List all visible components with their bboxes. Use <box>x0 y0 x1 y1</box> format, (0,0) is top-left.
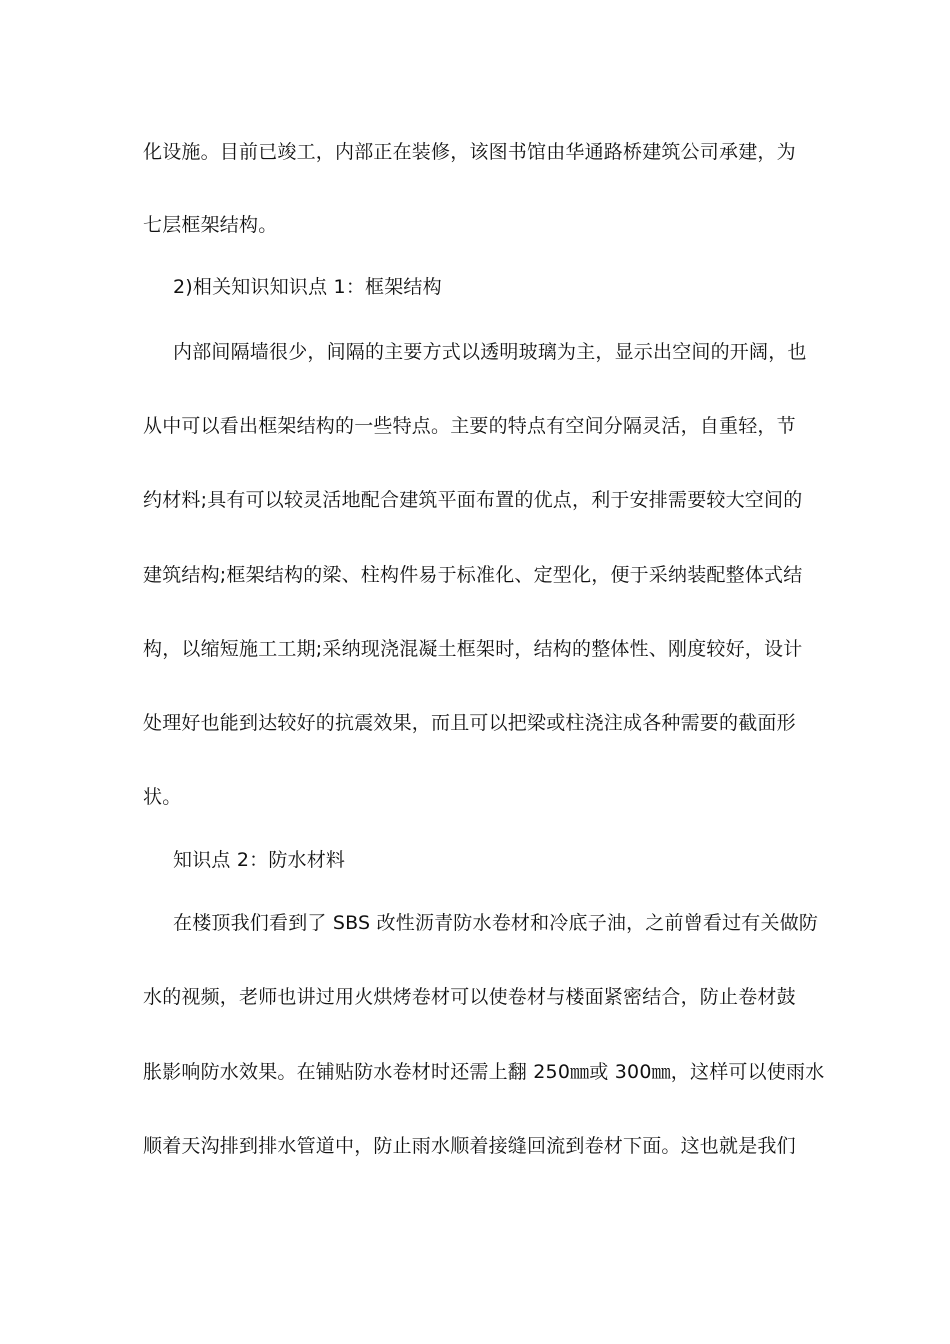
section-heading: 2)相关知识知识点 1：框架结构 <box>173 276 442 298</box>
section-heading: 知识点 2：防水材料 <box>173 849 346 871</box>
text-line: 约材料;具有可以较灵活地配合建筑平面布置的优点，利于安排需要较大空间的 <box>143 489 803 511</box>
text-line: 顺着天沟排到排水管道中，防止雨水顺着接缝回流到卷材下面。这也就是我们 <box>143 1135 796 1157</box>
text-line: 状。 <box>143 786 182 808</box>
text-line: 七层框架结构。 <box>143 214 278 236</box>
text-line: 胀影响防水效果。在铺贴防水卷材时还需上翻 250㎜或 300㎜，这样可以使雨水 <box>143 1061 825 1083</box>
text-line: 构，以缩短施工工期;采纳现浇混凝土框架时，结构的整体性、刚度较好，设计 <box>143 638 803 660</box>
text-line: 水的视频，老师也讲过用火烘烤卷材可以使卷材与楼面紧密结合，防止卷材鼓 <box>143 986 796 1008</box>
text-line: 建筑结构;框架结构的梁、柱构件易于标准化、定型化，便于采纳装配整体式结 <box>143 564 803 586</box>
text-line: 化设施。目前已竣工，内部正在装修，该图书馆由华通路桥建筑公司承建，为 <box>143 141 796 163</box>
text-line: 处理好也能到达较好的抗震效果，而且可以把梁或柱浇注成各种需要的截面形 <box>143 712 796 734</box>
text-line: 内部间隔墙很少，间隔的主要方式以透明玻璃为主，显示出空间的开阔，也 <box>173 341 807 363</box>
text-line: 在楼顶我们看到了 SBS 改性沥青防水卷材和冷底子油，之前曾看过有关做防 <box>173 912 819 934</box>
text-line: 从中可以看出框架结构的一些特点。主要的特点有空间分隔灵活，自重轻，节 <box>143 415 796 437</box>
